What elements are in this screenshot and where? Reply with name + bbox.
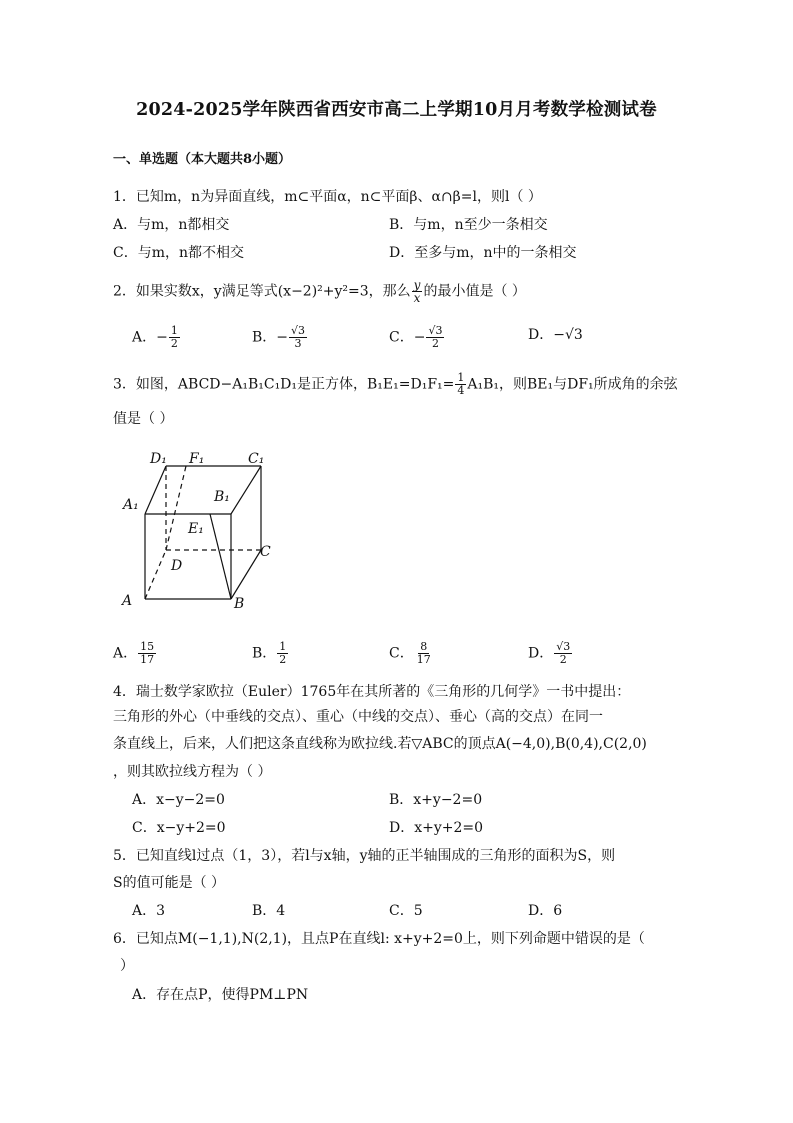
q5-option-a: A．3 <box>132 903 166 919</box>
q3-stem: 3．如图，ABCD−A₁B₁C₁D₁是正方体，B₁E₁=D₁F₁= $\frac{1}{4}$ A₁B₁，则BE₁与DF₁所成角的余弦 <box>113 371 678 397</box>
q1-option-c: C．与m，n都不相交 <box>113 245 245 261</box>
q2-stem-post: 的最小值是（ ） <box>423 283 526 300</box>
q6-line2: ） <box>120 958 134 974</box>
q5-option-d: D．6 <box>528 903 563 919</box>
q1-option-d: D．至多与m，n中的一条相交 <box>389 245 577 261</box>
q4-line4: ，则其欧拉线方程为（ ） <box>113 764 272 780</box>
label-a: A <box>122 593 133 609</box>
q1-option-a: A．与m，n都相交 <box>113 217 230 233</box>
q4-line1: 4．瑞士数学家欧拉（Euler）1765年在其所著的《三角形的几何学》一书中提出： <box>113 684 631 700</box>
q4-option-d: D．x+y+2=0 <box>389 820 484 836</box>
cube-figure <box>113 443 283 618</box>
q2-option-d: D．−√3 <box>528 327 583 343</box>
label-c1: C₁ <box>248 451 265 467</box>
q3-stem-fraction: $\frac{1}{4}$ <box>457 371 465 397</box>
q5-line2: S的值可能是（ ） <box>113 875 226 891</box>
edge-b1-c1 <box>231 466 261 514</box>
q2-option-c: C．− $\frac{√3}{2}$ <box>389 324 443 350</box>
q1-option-b: B．与m，n至少一条相交 <box>389 217 548 233</box>
q2-stem-pre: 2．如果实数x，y满足等式(x−2)²+y²=3，那么 <box>113 283 411 300</box>
section-heading: 一、单选题（本大题共8小题） <box>113 152 292 167</box>
q2-option-a: A．− $\frac{1}{2}$ <box>132 324 178 350</box>
q4-option-c: C．x−y+2=0 <box>132 820 226 836</box>
q3-option-d: D． $\frac{√3}{2}$ <box>528 640 571 666</box>
q4-option-a: A．x−y−2=0 <box>132 792 225 808</box>
q6-option-a: A．存在点P，使得PM⊥PN <box>132 987 309 1003</box>
q6-line1: 6．已知点M(−1,1),N(2,1)，且点P在直线l: x+y+2=0上，则下列命题中错误的是（ <box>113 931 645 947</box>
q5-option-b: B．4 <box>252 903 286 919</box>
q3-stem-line2: 值是（ ） <box>113 411 174 427</box>
label-d1: D₁ <box>150 451 167 467</box>
segment-be1 <box>210 514 231 599</box>
label-c: C <box>260 544 271 560</box>
q3-option-b: B． $\frac{1}{2}$ <box>252 640 287 666</box>
label-a1: A₁ <box>123 497 139 513</box>
label-b: B <box>234 596 245 612</box>
q2-option-b: B．− $\frac{√3}{3}$ <box>252 324 306 350</box>
q2-stem <box>113 279 526 304</box>
q3-option-c: C． $\frac{8}{17}$ <box>389 640 431 666</box>
label-d: D <box>171 558 183 574</box>
q5-option-c: C．5 <box>389 903 423 919</box>
q3-option-a: A． $\frac{15}{17}$ <box>113 640 155 666</box>
label-f1: F₁ <box>189 451 205 467</box>
label-b1: B₁ <box>214 489 230 505</box>
q4-option-b: B．x+y−2=0 <box>389 792 483 808</box>
edge-a1-d1 <box>145 466 166 514</box>
q1-stem: 1．已知m，n为异面直线，m⊂平面α，n⊂平面β、α∩β=l，则l（ ） <box>113 189 542 205</box>
q4-line2: 三角形的外心（中垂线的交点）、重心（中线的交点）、垂心（高的交点）在同一 <box>113 709 603 725</box>
q2-stem-fraction: $\frac{y}{x}$ <box>413 278 421 305</box>
page-title: 2024-2025学年陕西省西安市高二上学期10月月考数学检测试卷 <box>136 100 657 120</box>
edge-a-d-hidden <box>145 550 166 599</box>
q4-line3: 条直线上，后来，人们把这条直线称为欧拉线.若▽ABC的顶点A(−4,0),B(0,4),C(2,0) <box>113 736 647 752</box>
label-e1: E₁ <box>188 521 204 537</box>
edge-b-c <box>231 550 261 599</box>
segment-df1-hidden <box>166 466 186 550</box>
q5-line1: 5．已知直线l过点（1，3），若l与x轴，y轴的正半轴围成的三角形的面积为S，则 <box>113 848 616 864</box>
